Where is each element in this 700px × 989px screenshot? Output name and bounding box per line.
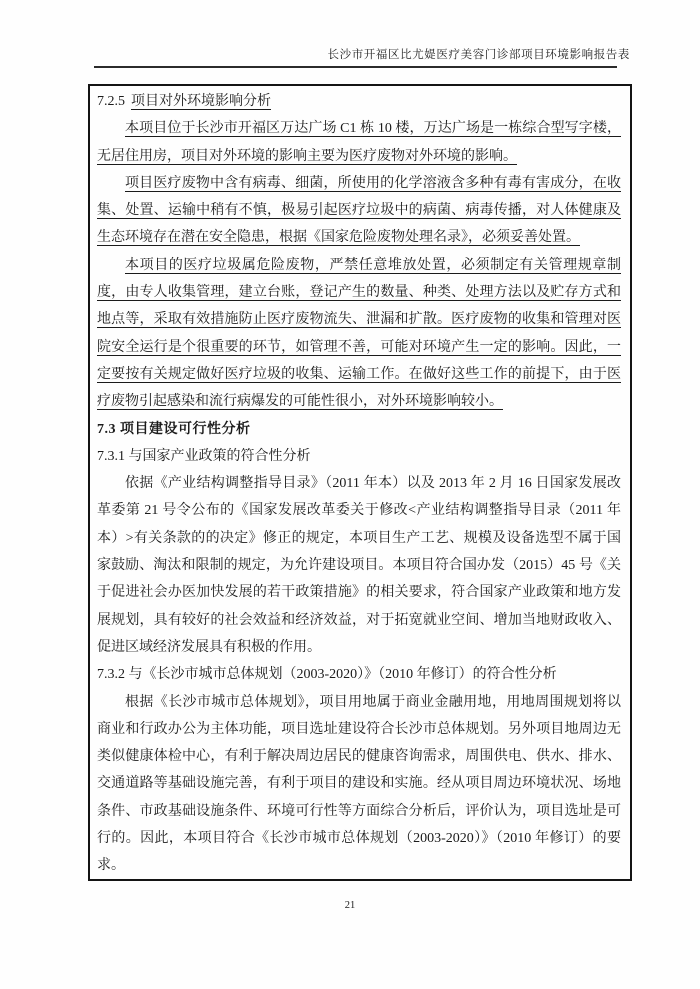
- content-box: [88, 84, 632, 881]
- heading-7-3: 7.3 项目建设可行性分析: [97, 421, 251, 437]
- heading-7-2-5-title: 项目对外环境影响分析: [131, 94, 271, 109]
- paragraph-project-location: 本项目位于长沙市开福区万达广场 C1 栋 10 楼，万达广场是一栋综合型写字楼，无居住用房，项目对外环境的影响主要为医疗废物对外环境的影响。: [97, 121, 621, 164]
- page-header-title: 长沙市开福区比尤媞医疗美容门诊部项目环境影响报告表: [327, 49, 630, 61]
- paragraph-waste-management: 本项目的医疗垃圾属危险废物，严禁任意堆放处置，必须制定有关管理规章制度，由专人收集管理，建立台账，登记产生的数量、种类、处理方法以及贮存方式和地点等，采取有效措施防止医疗废物流失、泄漏和扩散。医疗废物的收集和管理对医院安全运行是个很重要的环节，如管理不善，可能对环境产生一定的影响。因此，一定要按有关规定做好医疗垃圾的收集、运输工作。在做好这些工作的前提下，由于医疗废物引起感染和流行病爆发的可能性很小，对外环境影响较小。: [97, 257, 621, 410]
- heading-7-2-5-number: 7.2.5: [97, 94, 125, 109]
- heading-7-2-5: [97, 88, 621, 115]
- heading-7-3-1: 7.3.1 与国家产业政策的符合性分析: [97, 448, 311, 464]
- paragraph-medical-waste-hazard: 项目医疗废物中含有病毒、细菌，所使用的化学溶液含多种有毒有害成分，在收集、处置、运输中稍有不慎，极易引起医疗垃圾中的病菌、病毒传播，对人体健康及生态环境存在潜在安全隐患，根据《国家危险废物处理名录》，必须妥善处置。: [97, 175, 621, 246]
- paragraph-industrial-policy: 依据《产业结构调整指导目录》（2011 年本）以及 2013 年 2 月 16 日国家发展改革委第 21 号令公布的《国家发展改革委关于修改<产业结构调整指导目录（2011 年本）>有关条款的的决定》修正的规定，本项目生产工艺、规模及设备选型不属于国家鼓励、淘汰和限制的规定，为允许建设项目。本项目符合国办发（2015）45 号《关于促进社会办医加快发展的若干政策措施》的相关要求，符合国家产业政策和地方发展规划，具有较好的社会效益和经济效益，对于拓宽就业空间、增加当地财政收入、促进区域经济发展具有积极的作用。: [97, 476, 621, 655]
- page-number: 21: [344, 900, 356, 911]
- paragraph-city-master-plan: 根据《长沙市城市总体规划》，项目用地属于商业金融用地，用地周围规划将以商业和行政办公为主体功能，项目选址建设符合长沙市总体规划。另外项目地周边无类似健康体检中心，有利于解决周边居民的健康咨询需求，周围供电、供水、排水、交通道路等基础设施完善，有利于项目的建设和实施。经从项目周边环境状况、场地条件、市政基础设施条件、环境可行性等方面综合分析后，评价认为，项目选址是可行的。因此，本项目符合《长沙市城市总体规划（2003-2020）》（2010 年修订）的要求。: [97, 694, 621, 874]
- heading-7-3-2: 7.3.2 与《长沙市城市总体规划（2003-2020）》（2010 年修订）的符合性分析: [97, 667, 557, 683]
- header-rule: [94, 66, 617, 68]
